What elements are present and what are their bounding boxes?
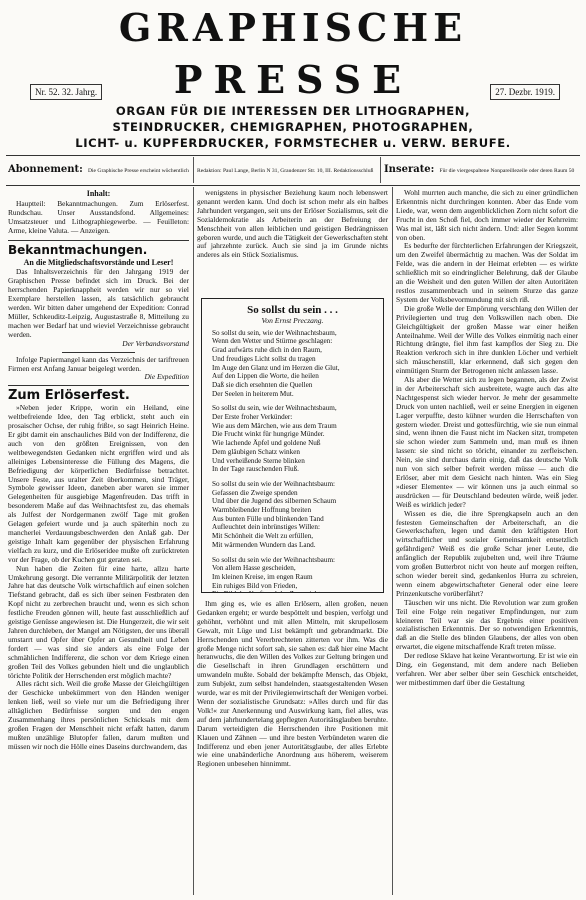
poem-line: Ein ruhiges Bild von Frieden, xyxy=(212,581,298,590)
erloeserfest-paragraph-3: Alles rächt sich. Weil die große Masse der Gleichgültigen der Geschicke unbekümmert von den Händen weniger lenken ließ, weil so viele nur um die Befriedigung ihrer alltäglichen Bedürfnisse sorgten und den engen Zusammenhang ihres persönlichen Schicksals mit dem großen Fragen der Menschheit nicht erfaßt hatten, darum mußten unzählige Blutopfer fallen, darum mußten und müssen wir noch die Hölle eines Daseins durchwandern, das xyxy=(8,679,189,751)
col2-intro-text: wenigstens in physischer Beziehung kaum noch lebenswert genannt werden kann. Und doch ist schon mehr als ein halbes Jahrhundert vergangen, seit uns der Erlöser Sozialismus, seit die Sozialdemokratie als Arbeiterin an der Befreiung der Menschheit von allen leiblichen und geistigen Bedrängnissen geboren wurde, und auch die Tätigkeit der Gewerkschaften steht auf jahrzehnte zurück. Auch sie sind ja im Grunde nichts anderes als ein Stück Sozialismus. xyxy=(197,189,388,260)
poem-line: Aufleuchtet dein inbrünstiges Willen: xyxy=(212,523,320,532)
poem-stanza-3 xyxy=(208,480,377,550)
rule-info xyxy=(6,185,580,186)
inhalt-text: Hauptteil: Bekanntmachungen. Zum Erlöserfest. Rundschau. Unser Ausstandsfond. Allgemeines: Umsatzsteuer und Lithographiegewerbe. — Feuilleton: Arme, kleine Valuta. — Anzeigen. xyxy=(8,198,189,235)
signature-vorstand: Der Verbandsvorstand xyxy=(122,338,189,348)
poem-line: Aus bunten Fülle und blinkenden Tand xyxy=(212,514,324,523)
col2-continuation-text: Ihm ging es, wie es allen Erlösern, allen großen, neuen Gedanken ergeht; er wurde bespöttelt und bespien, verfolgt und gehöhnt, verhöhnt und mit allen Mitteln, mit skrupellosem Gewalt, mit Lüge und List bekämpft und gebrandmarkt. Die Herrschenden und Vererbrechteten zitterten vor ihm. Was die große Menge nicht sofort sah, sie sahen es: daß hier eine Macht heranwuchs, die den Willen des Volkes zur Geltung bringen und die Gesellschaft in ihren Grundlagen erschüttern und umwandeln mußte. Sobald der bekämpfte Mensch, das Objekt, zum Subjekt, zum selbst handelnden, staatsgestaltenden Wesen wurde, war es mit der Privilegienwirtschaft der Wenigen vorbei. Wenn der sozialistische Grundsatz: »Alles durch und für das Volk!« zur Anerkennung und Auswirkung kam, fiel alles, was auf dem jahrhundertelang gepflegten Autoritätsglauben beruhte. Darum verteidigten die Herrschenden ihre Positionen mit Klauen und Zähnen — und ihre besten Verbündeten waren die Indifferenz und eben jener Autoritätsglaube, der alles Erlebte wie eine unabänderliche Anordnung aus höherem, weiserem Regionen unbesehen hinnimmt. xyxy=(197,600,388,769)
signature-expedition: Die Expedition xyxy=(144,372,189,382)
bekanntmachungen-text-2: Infolge Papiermangel kann das Verzeichnis der tariftreuen Firmen erst Anfang Januar beigelegt werden. xyxy=(8,354,189,373)
inserate-box xyxy=(384,157,578,183)
abonnement-title: Abonnement: xyxy=(8,164,83,175)
col3-paragraph-1: Wohl murrten auch manche, die sich zu einer gründlichen Erkenntnis nicht durchringen konnten. Aber das Ende vom Liede, war, wenn dem augenblicklichen Zorn nicht sofort die Frucht in den Schoß fiel, doch immer wieder der Kehrreim: Was mal ist, läßt sich nicht ändern. Und: aller Segen kommt von oben. xyxy=(396,189,578,242)
col3-paragraph-5: Wissen es die, die ihre Sprengkapseln auch an den festesten Gemeinschaften der Arbeiterschaft, an die Gewerkschaften, legen und damit den kräftigsten Hort wirtschaftlicher und sozialer Gemeinsamkeit entsetzlich gefährdigen? Weiß es die große Schar jener Leute, die anfänglich der Republik zujubelten und, weil ihre Träume vom großen Butterbrot nicht von heute auf morgen reiften, schon wieder bereit sind, gedankenlos Hurra zu schreien, wenn einem abgewirtschafteter General oder eine leere Prinzenkutsche vorüberfährt? xyxy=(396,508,578,598)
subtitle-line-2: STEINDRUCKER, CHEMIGRAPHEN, PHOTOGRAPHEN, xyxy=(112,120,474,134)
poem-line: Dem gläubigen Schatz winken xyxy=(212,447,301,456)
column-3 xyxy=(396,189,578,895)
abonnement-box xyxy=(8,157,191,183)
erloeserfest-title: Zum Erlöserfest. xyxy=(8,388,130,404)
poem-stanza-2 xyxy=(208,404,377,474)
poem-line: So sollst du sein wie der Weihnachtsbaum: xyxy=(212,479,336,488)
poem-line: Warmbleibender Hoffnung breiten xyxy=(212,506,312,515)
divider xyxy=(193,157,194,183)
poem-line: Grad aufwärts ruhe dich in den Raum, xyxy=(212,346,322,355)
bekanntmachungen-subtitle: An die Mitgliedschaftsvorstände und Leser! xyxy=(23,257,174,267)
poem-line: Und freudiges Licht sollst du tragen xyxy=(212,354,316,363)
poem-line: Im kleinen Kreise, im engen Raum xyxy=(212,572,313,581)
column-2-top xyxy=(197,189,388,293)
column-2-bottom xyxy=(197,600,388,895)
subtitle-line-3: LICHT- u. KUPFERDRUCKER, FORMSTECHER u. VERW. BERUFE. xyxy=(75,136,511,150)
bekanntmachungen-text: Das Inhaltsverzeichnis für den Jahrgang 1919 der Graphischen Presse befindet sich im Druck. Bei der herrschenden Papierknappheit werden wir nur so viel Exemplare herstellen lassen, als tatsächlich gebraucht werden. Wir bitten daher umgehend der Expedition: Conrad Müller, Schkeuditz-Leipzig, Augustastraße 8, Mitteilung zu machen wer Bedarf hat und wieviel Verzeichnisse gebraucht werden. xyxy=(8,267,189,339)
poem-line: Mit Schönheit die Welt zu erfüllen, xyxy=(212,532,314,541)
inhalt-title: Inhalt: xyxy=(86,189,111,198)
issue-date: 27. Dezbr. 1919. xyxy=(490,84,560,100)
masthead-presse: PRESSE xyxy=(173,57,413,102)
poem-line: In der Tage rauschenden Fluß. xyxy=(212,465,299,474)
column-divider xyxy=(392,187,393,895)
poem-stanza-4 xyxy=(208,556,377,593)
poem-line: Gefassen die Zweige spenden xyxy=(212,488,298,497)
col3-paragraph-3: Die große Welle der Empörung verschlang den Willen der Privilegierten und trug den Volkswillen nach oben. Die Gleichgültigkeit der großen Masse war einer heißen Anteilnahme. Weil der Wille des Volkes einmütig nach einer Richtung drängte, fiel ihm fast kampflos der Sieg zu. Die Reaktion verkroch sich in ihre dunklen Löcher und verhielt sich mäuschenstill, klar erkennend, daß sich gegen den einmütigen Sturm der Betrogenen nicht anlassen lasse. xyxy=(396,303,578,376)
rule-top xyxy=(6,155,580,156)
poem-line: Daß sie dich ersehnten die Quellen xyxy=(212,380,313,389)
poem-line: Auf den Lippen die Worte, die heilen xyxy=(212,372,319,381)
column-1 xyxy=(8,189,189,895)
poem-line: So sollst du sein, wie der Weihnachtsbaum, xyxy=(212,404,337,413)
poem-line: Der Erste froher Verkünder: xyxy=(212,413,293,422)
poem-stanza-1 xyxy=(208,329,377,399)
poem-line: Der Seelen in heiterem Mut. xyxy=(212,389,294,398)
inserate-title: Inserate: xyxy=(384,164,435,175)
poem-line: So sollst du sein wie der Weihnachtsbaum: xyxy=(212,555,336,564)
bekanntmachungen-title: Bekanntmachungen. xyxy=(8,242,148,257)
poem-line xyxy=(208,590,377,593)
col3-paragraph-2: Es bedurfte der fürchterlichen Erfahrungen der Kriegszeit, um den Zweifel übermächtig zu machen. Was der Soldat im Felde, was die andern in der Heimat erlebten — es wirkte schließlich mit so eindringlicher Belehrung, daß der Glaube an die Weisheit und den guten Willen der alten Autoritäten restlos zusammenbrach und in seinem Sturze das ganze System der Volksbevormundung mit sich riß. xyxy=(396,241,578,304)
masthead-graphische: GRAPHISCHE xyxy=(118,5,468,50)
poem-box xyxy=(201,298,384,593)
abonnement-text: Die Graphische Presse erscheint wöchentlich xyxy=(87,168,189,174)
redaktion-box xyxy=(197,157,377,183)
col3-paragraph-6: Täuschen wir uns nicht. Die Revolution war zum großen Teil eine Folge rein negativer Empfindungen, nur zum kleineren Teil war sie das Ergebnis einer positiven sozialistischen Erkenntnis. Der so notwendigen Erkenntnis, daß an die Stelle des blinden Glaubens, der alles von oben erwartet, die eigene mitschaffende Kraft treten müsse. xyxy=(396,597,578,652)
divider xyxy=(380,157,381,183)
poem-title: So sollst du sein . . . xyxy=(247,304,338,316)
erloeserfest-paragraph-1: »Neben jeder Krippe, worin ein Heiland, eine weltbefreiende Idee, den Tag erblickt, steht auch ein prosaischer Ochse, der ruhig frißt«, so sagt Heinrich Heine. Er gibt damit ein anschauliches Bild von der Indifferenz, die auch von den größten Ereignissen, von den weltbewegendsten Gedanken nicht ergriffen wird und als alleiniges Lebensinteresse die Füllung des Magens, die Befriedigung der körperlichen Bedürfnisse betrachtet. Unsere Feste, aus uralter Zeit überkommen, sind Träger, Symbole gewisser Ideen, daneben aber waren sie immer Gelegenheiten für ausgiebige Magenfreuden. Das trifft in besonderem Maße auf das Weihnachtsfest zu, das ehemals als Julfest der Nordgermanen zwölf Tage mit großen Gelagen gefeiert wurde und ja auch späterhin noch zu mancherlei Verdauungsbeschwerden den Anlaß gab. Der geistige Inhalt kam gegenüber der physischen Erfahrung vielfach zu kurz, und die Erlöseridee mußte oft zurücktreten vor der Frage, ob der Kuchen gut geraten sei. xyxy=(8,403,189,564)
poem-line: Wie aus dem Märchen, wie aus dem Traum xyxy=(212,421,337,430)
redaktion-text: Redaktion: Paul Lange, Berlin N 31, Graudenzer Str. 10, III. Redaktionsschluß xyxy=(197,168,374,174)
poem-line: So sollst du sein, wie der Weihnachtsbaum, xyxy=(212,328,337,337)
poem-line: Mit wärmenden Wundern das Land. xyxy=(212,540,316,549)
poem-line: Und über die Jugend des silbernen Schaum xyxy=(212,497,337,506)
poem-line: Von allem Hasse gescheiden, xyxy=(212,564,296,573)
issue-number: Nr. 52. 32. Jahrg. xyxy=(30,84,102,100)
poem-author: Von Ernst Preczang. xyxy=(261,316,324,325)
erloeserfest-paragraph-2: Nun haben die Zeiten für eine harte, allzu harte Umkehrung gesorgt. Die verrannte Militärpolitik der letzten Jahre hat das deutsche Volk wirtschaftlich auf einen solchen Tiefstand gebracht, daß es sich über seinen Festbraten den Kopf nicht zu zerbrechen braucht und, wenn es sich schon festliche Freuden gönnen will, heute fast ausschließlich auf geistige Genüsse angewiesen ist. Die Hungerzeit, die wir seit Jahren durchleben, der Mangel am Nötigsten, der uns überall umstarrt und Opfer über Opfer an Gesundheit und Leben fordert — was sind sie anders als eine Folge der schmählichen Indifferenz, die schon vor dem Kriege einen großen Teil des Volkes gebunden hielt und die unglaublich törichte Politik der Herrschenden erst möglich machte? xyxy=(8,563,189,680)
poem-line: Wenn den Wetter und Stürme geschlagen: xyxy=(212,337,333,346)
poem-line: Wie lachende Äpfel und goldene Nuß xyxy=(212,439,321,448)
inserate-text: Für die viergespaltene Nonpareillezeile oder deren Raum 50 xyxy=(439,168,575,174)
poem-line: Und verheißende Sterne blinken xyxy=(212,456,305,465)
poem-line: Die Frucht winkt für hungrige Münder. xyxy=(212,430,325,439)
subtitle-line-1: ORGAN FÜR DIE INTERESSEN DER LITHOGRAPHEN, xyxy=(115,104,471,118)
poem-line: Im Auge den Glanz und im Herzen die Glut, xyxy=(212,363,340,372)
column-divider xyxy=(193,187,194,895)
col3-paragraph-4: Als aber die Wetter sich zu legen begannen, als der Zwist in der Arbeiterschaft sich ausbreitete, wagte auch das alte Nachtgespenst sich wieder hervor. Je mehr der gesammelte Druck von unten nachließ, weil er seine Energien in eigenen Lager verpuffte, desto kühner wurden die Herrschaften von gestern wieder. Dreist und gottesfürchtig, wie sie nun einmal sind, wenn ihnen die Faust nicht im Nacken sitzt, trompeten sie schon wieder zum Sammeln und, man muß es ihnen lassen: sie sind nicht so töricht, einander zu zerfleischen. Nein, sie sind durchaus darin einig, daß das deutsche Volk nun von sich selber befreit werden müsse — auch die Erlöser, aber mit dem Gesicht nach hinten. Was ein Sieg »dieser Elemente« — wir können uns ja auch einmal so ausdrücken — für Deutschland bedeuten würde, weiß jeder. Weiß es wirklich jeder? xyxy=(396,375,578,509)
col3-paragraph-7: Der redlose Sklave hat keine Verantwortung. Er ist wie ein Ding, ein Gegenstand, mit dem andere nach Belieben verfahren. Wer aber selber über sein Geschick entscheidet, wer mitbestimmen darf über die Gestaltung xyxy=(396,651,578,687)
